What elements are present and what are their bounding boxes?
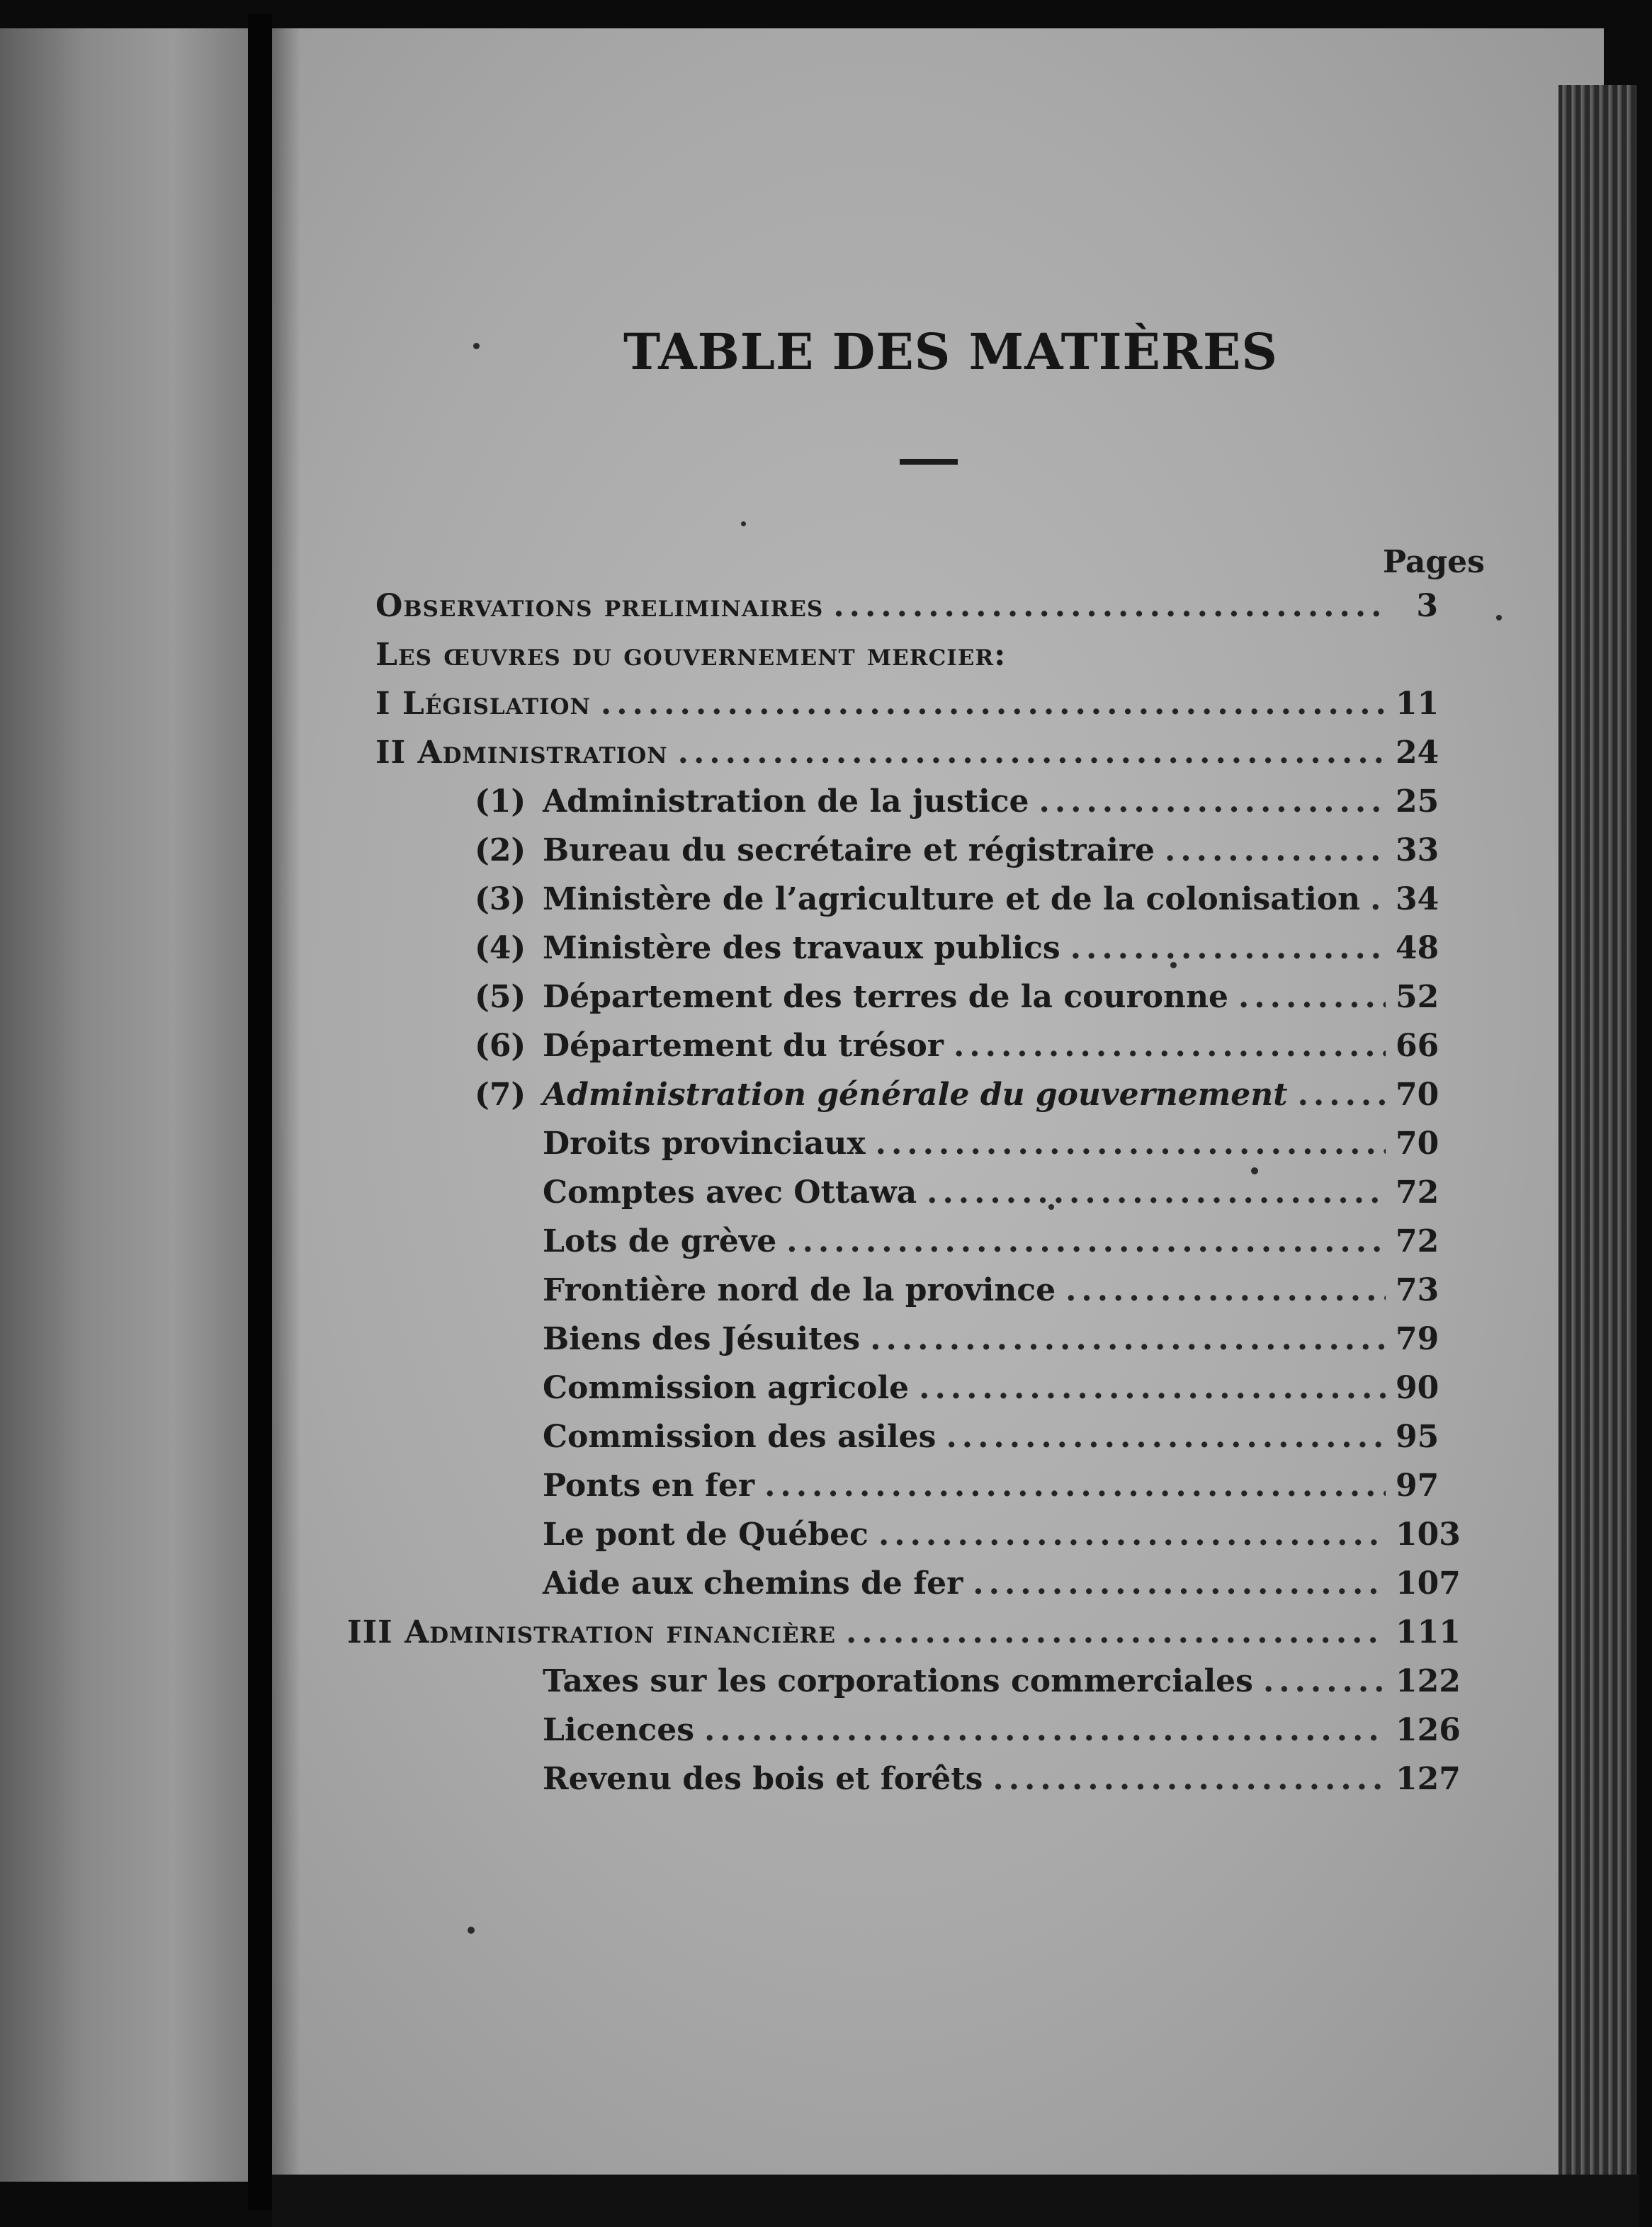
toc-entry: [347, 1077, 1438, 1126]
title-rule: [900, 459, 958, 465]
toc-entry: [347, 1028, 1438, 1077]
toc-entry-label: Frontière nord de la province: [543, 1272, 1056, 1308]
toc-entry-page: 95: [1396, 1419, 1439, 1455]
toc-entry-label: Administration de la justice: [543, 783, 1029, 820]
dot-leader: [876, 1126, 1386, 1162]
toc-entry-page: 107: [1396, 1565, 1461, 1602]
dot-leader: [678, 735, 1386, 771]
dot-leader: [870, 1321, 1386, 1357]
toc-entry-number: (6): [475, 1028, 526, 1064]
toc-entry-number: (5): [475, 979, 526, 1015]
toc-entry: [347, 832, 1438, 881]
bottom-edge: [272, 2175, 1639, 2227]
toc-entry-label: Le pont de Québec: [543, 1517, 869, 1553]
book-spine: [248, 14, 272, 2210]
toc-entry-page: 97: [1396, 1468, 1439, 1504]
dot-leader: [1298, 1077, 1386, 1113]
dot-leader: [992, 1761, 1386, 1797]
toc-entry-label: Ministère des travaux publics: [543, 930, 1060, 966]
toc-entry-page: 11: [1396, 686, 1439, 722]
dot-leader: [1039, 783, 1386, 820]
dot-leader: [786, 1223, 1386, 1259]
toc-heading: [347, 637, 1438, 686]
table-of-contents: [347, 588, 1461, 1810]
toc-entry-page: 3: [1416, 588, 1438, 624]
toc-entry-label: Lots de grève: [543, 1223, 777, 1259]
toc-entry: [347, 1468, 1438, 1517]
left-page: [0, 28, 248, 2182]
toc-entry-page: 103: [1396, 1517, 1461, 1553]
toc-entry-label: Comptes avec Ottawa: [543, 1174, 917, 1211]
dot-leader: [1065, 1272, 1386, 1308]
toc-entry-label: Administration générale du gouvernement: [543, 1077, 1288, 1113]
toc-entry-label: Département du trésor: [543, 1028, 944, 1064]
toc-entry-page: 79: [1396, 1321, 1439, 1357]
toc-entry-label: III Administration financière: [347, 1614, 836, 1650]
toc-entry-page: 25: [1396, 783, 1439, 820]
toc-entry: [347, 930, 1438, 979]
toc-entry-page: 24: [1396, 735, 1439, 771]
toc-entry: [347, 881, 1438, 930]
toc-entry-label: Biens des Jésuites: [543, 1321, 861, 1357]
toc-entry: [347, 1223, 1438, 1272]
toc-entry-page: 72: [1396, 1223, 1439, 1259]
toc-entry-label: I Législation: [375, 686, 591, 722]
dot-leader: [919, 1370, 1386, 1406]
toc-entry-label: Ponts en fer: [543, 1468, 755, 1504]
dot-leader: [764, 1468, 1386, 1504]
toc-entry: [347, 1419, 1438, 1468]
toc-entry: [347, 735, 1438, 783]
toc-entry-page: 33: [1396, 832, 1439, 868]
toc-entry-label: Revenu des bois et forêts: [543, 1761, 983, 1797]
toc-entry-number: (2): [475, 832, 526, 868]
toc-entry-page: 70: [1396, 1077, 1439, 1113]
toc-entry-page: 72: [1396, 1174, 1439, 1211]
toc-entry-label: Commission agricole: [543, 1370, 910, 1406]
pages-column-header: Pages: [1383, 544, 1485, 580]
toc-entry-page: 126: [1396, 1712, 1461, 1748]
toc-entry: [347, 1370, 1438, 1419]
toc-entry-number: (7): [475, 1077, 526, 1113]
toc-entry-page: 90: [1396, 1370, 1439, 1406]
toc-entry-number: (1): [475, 783, 526, 820]
toc-entry-label: Droits provinciaux: [543, 1126, 866, 1162]
toc-entry-page: 48: [1396, 930, 1439, 966]
toc-entry-label: Les œuvres du gouvernement mercier:: [375, 637, 1007, 673]
dot-leader: [846, 1614, 1386, 1650]
dot-leader: [833, 588, 1386, 624]
toc-entry: [347, 783, 1438, 832]
toc-entry-label: Licences: [543, 1712, 694, 1748]
toc-entry: [347, 1321, 1438, 1370]
toc-entry-page: 70: [1396, 1126, 1439, 1162]
toc-entry: [347, 1517, 1461, 1565]
toc-entry-label: Bureau du secrétaire et régistraire: [543, 832, 1155, 868]
dot-leader: [954, 1028, 1386, 1064]
page-edges: [1558, 85, 1636, 2182]
toc-entry-label: Taxes sur les corporations commerciales: [543, 1663, 1253, 1699]
page-title: TABLE DES MATIÈRES: [623, 322, 1278, 381]
dot-leader: [704, 1712, 1386, 1748]
toc-entry: [347, 686, 1438, 735]
dot-leader: [1370, 881, 1386, 917]
toc-entry-page: 127: [1396, 1761, 1461, 1797]
toc-entry: [347, 1663, 1461, 1712]
toc-entry-page: 34: [1396, 881, 1439, 917]
dot-leader: [1238, 979, 1386, 1015]
toc-entry-page: 52: [1396, 979, 1439, 1015]
toc-entry-number: (3): [475, 881, 526, 917]
dot-leader: [601, 686, 1386, 722]
toc-entry: [347, 1126, 1438, 1174]
dot-leader: [946, 1419, 1386, 1455]
toc-entry-number: (4): [475, 930, 526, 966]
toc-entry-page: 66: [1396, 1028, 1439, 1064]
dot-leader: [1263, 1663, 1386, 1699]
dot-leader: [878, 1517, 1386, 1553]
toc-entry: [347, 979, 1438, 1028]
toc-entry: [347, 1712, 1461, 1761]
toc-entry-label: Commission des asiles: [543, 1419, 937, 1455]
toc-entry-label: Aide aux chemins de fer: [543, 1565, 963, 1602]
toc-entry-label: Département des terres de la couronne: [543, 979, 1228, 1015]
toc-entry: [347, 1565, 1461, 1614]
toc-entry-label: Observations preliminaires: [375, 588, 824, 624]
toc-entry-page: 73: [1396, 1272, 1439, 1308]
spine-shadow: [272, 28, 300, 2196]
toc-entry-page: 111: [1396, 1614, 1461, 1650]
toc-entry-label: Ministère de l’agriculture et de la colonisation: [543, 881, 1361, 917]
toc-entry: [347, 1761, 1461, 1810]
toc-entry-page: 122: [1396, 1663, 1461, 1699]
dot-leader: [1165, 832, 1386, 868]
toc-entry: [347, 1272, 1438, 1321]
toc-entry: [347, 1614, 1461, 1663]
dot-leader: [1070, 930, 1386, 966]
toc-entry: [347, 588, 1438, 637]
toc-entry-label: II Administration: [375, 735, 668, 771]
dot-leader: [927, 1174, 1386, 1211]
toc-entry: [347, 1174, 1438, 1223]
dot-leader: [973, 1565, 1386, 1602]
